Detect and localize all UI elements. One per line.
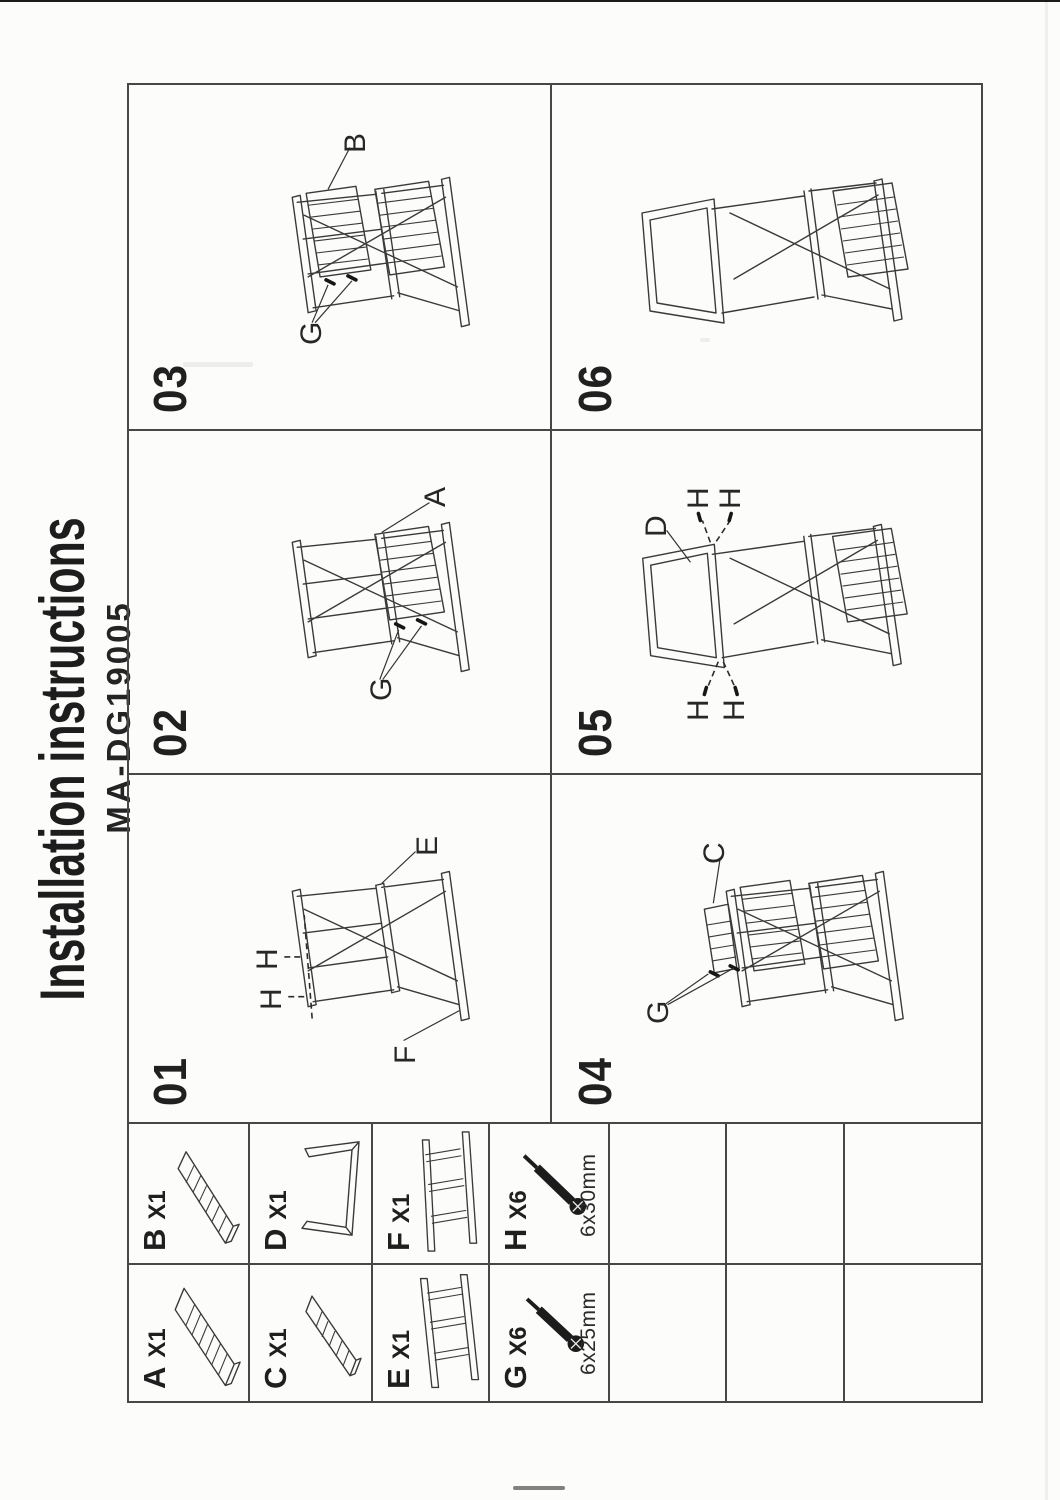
- part-callout-h: H: [255, 988, 288, 1010]
- parts-cell-empty: [727, 1122, 845, 1263]
- parts-cell-f: [373, 1122, 490, 1263]
- scan-smudge: [183, 362, 253, 367]
- step-number: 04: [569, 1057, 621, 1106]
- part-callout-e: E: [411, 835, 444, 856]
- part-qty: X1: [265, 1190, 292, 1220]
- part-callout-a: A: [419, 486, 452, 507]
- part-id: F: [381, 1232, 416, 1251]
- part-callout-g: G: [642, 1000, 675, 1024]
- part-callout-b: B: [339, 132, 372, 153]
- step-number: 06: [569, 364, 621, 413]
- assembly-steps: [129, 85, 981, 1122]
- page-title: Installation instructions: [28, 517, 98, 1001]
- part-id: A: [137, 1366, 172, 1389]
- part-qty: X1: [144, 1190, 171, 1220]
- part-id: E: [381, 1368, 416, 1389]
- scan-edge-artifact: [513, 1486, 565, 1490]
- part-id: H: [498, 1228, 533, 1251]
- parts-cell-empty: [845, 1263, 981, 1401]
- scan-smudge: [700, 338, 710, 342]
- part-callout-h: H: [714, 487, 747, 509]
- parts-cell-c: [250, 1263, 373, 1401]
- slatted-panel-c-icon: [250, 1265, 371, 1401]
- parts-cell-empty: [610, 1263, 727, 1401]
- part-qty: X6: [505, 1190, 532, 1220]
- part-callout-c: C: [698, 842, 731, 864]
- parts-list: [129, 1120, 981, 1401]
- seat-frame-d-icon: [250, 1124, 371, 1263]
- part-callout-g: G: [295, 321, 328, 345]
- step-panel-06: [552, 85, 981, 429]
- part-callout-h: H: [682, 699, 715, 721]
- screw-size-label: 6x25mm: [577, 1291, 600, 1375]
- parts-cell-b: [129, 1122, 250, 1263]
- slatted-panel-a-icon: [129, 1265, 248, 1401]
- part-callout-f: F: [389, 1045, 422, 1064]
- part-id: B: [137, 1228, 172, 1251]
- step-number: 02: [144, 708, 196, 757]
- screw-size-label: 6x30mm: [577, 1153, 600, 1237]
- part-qty: X6: [505, 1326, 532, 1356]
- step-number: 03: [144, 364, 196, 413]
- step-number: 05: [569, 708, 621, 757]
- ladder-frame-f-icon: [373, 1124, 488, 1263]
- part-qty: X1: [144, 1328, 171, 1358]
- step-number: 01: [144, 1057, 196, 1106]
- part-qty: X1: [265, 1328, 292, 1358]
- step-panel-01: [129, 773, 552, 1122]
- part-id: D: [258, 1228, 293, 1251]
- step-panel-02: [129, 429, 552, 773]
- step-panel-04: [552, 773, 981, 1122]
- step-panel-05: [552, 429, 981, 773]
- parts-cell-d: [250, 1122, 373, 1263]
- parts-cell-e: [373, 1263, 490, 1401]
- parts-cell-a: [129, 1263, 250, 1401]
- instruction-sheet: [127, 83, 983, 1403]
- step-panel-03: [129, 85, 552, 429]
- parts-cell-empty: [610, 1122, 727, 1263]
- model-number: MA-DG19005: [100, 600, 137, 834]
- part-callout-h: H: [682, 487, 715, 509]
- parts-cell-g: [490, 1263, 610, 1401]
- part-callout-h: H: [718, 699, 751, 721]
- part-callout-d: D: [640, 515, 673, 537]
- part-qty: X1: [388, 1193, 415, 1224]
- parts-cell-empty: [845, 1122, 981, 1263]
- part-id: C: [258, 1366, 293, 1389]
- parts-cell-empty: [727, 1263, 845, 1401]
- part-callout-h: H: [251, 948, 284, 970]
- parts-cell-h: [490, 1122, 610, 1263]
- part-callout-g: G: [365, 677, 398, 701]
- part-id: G: [498, 1364, 533, 1389]
- ladder-frame-e-icon: [373, 1265, 488, 1401]
- part-qty: X1: [388, 1329, 415, 1360]
- slatted-panel-b-icon: [129, 1124, 248, 1263]
